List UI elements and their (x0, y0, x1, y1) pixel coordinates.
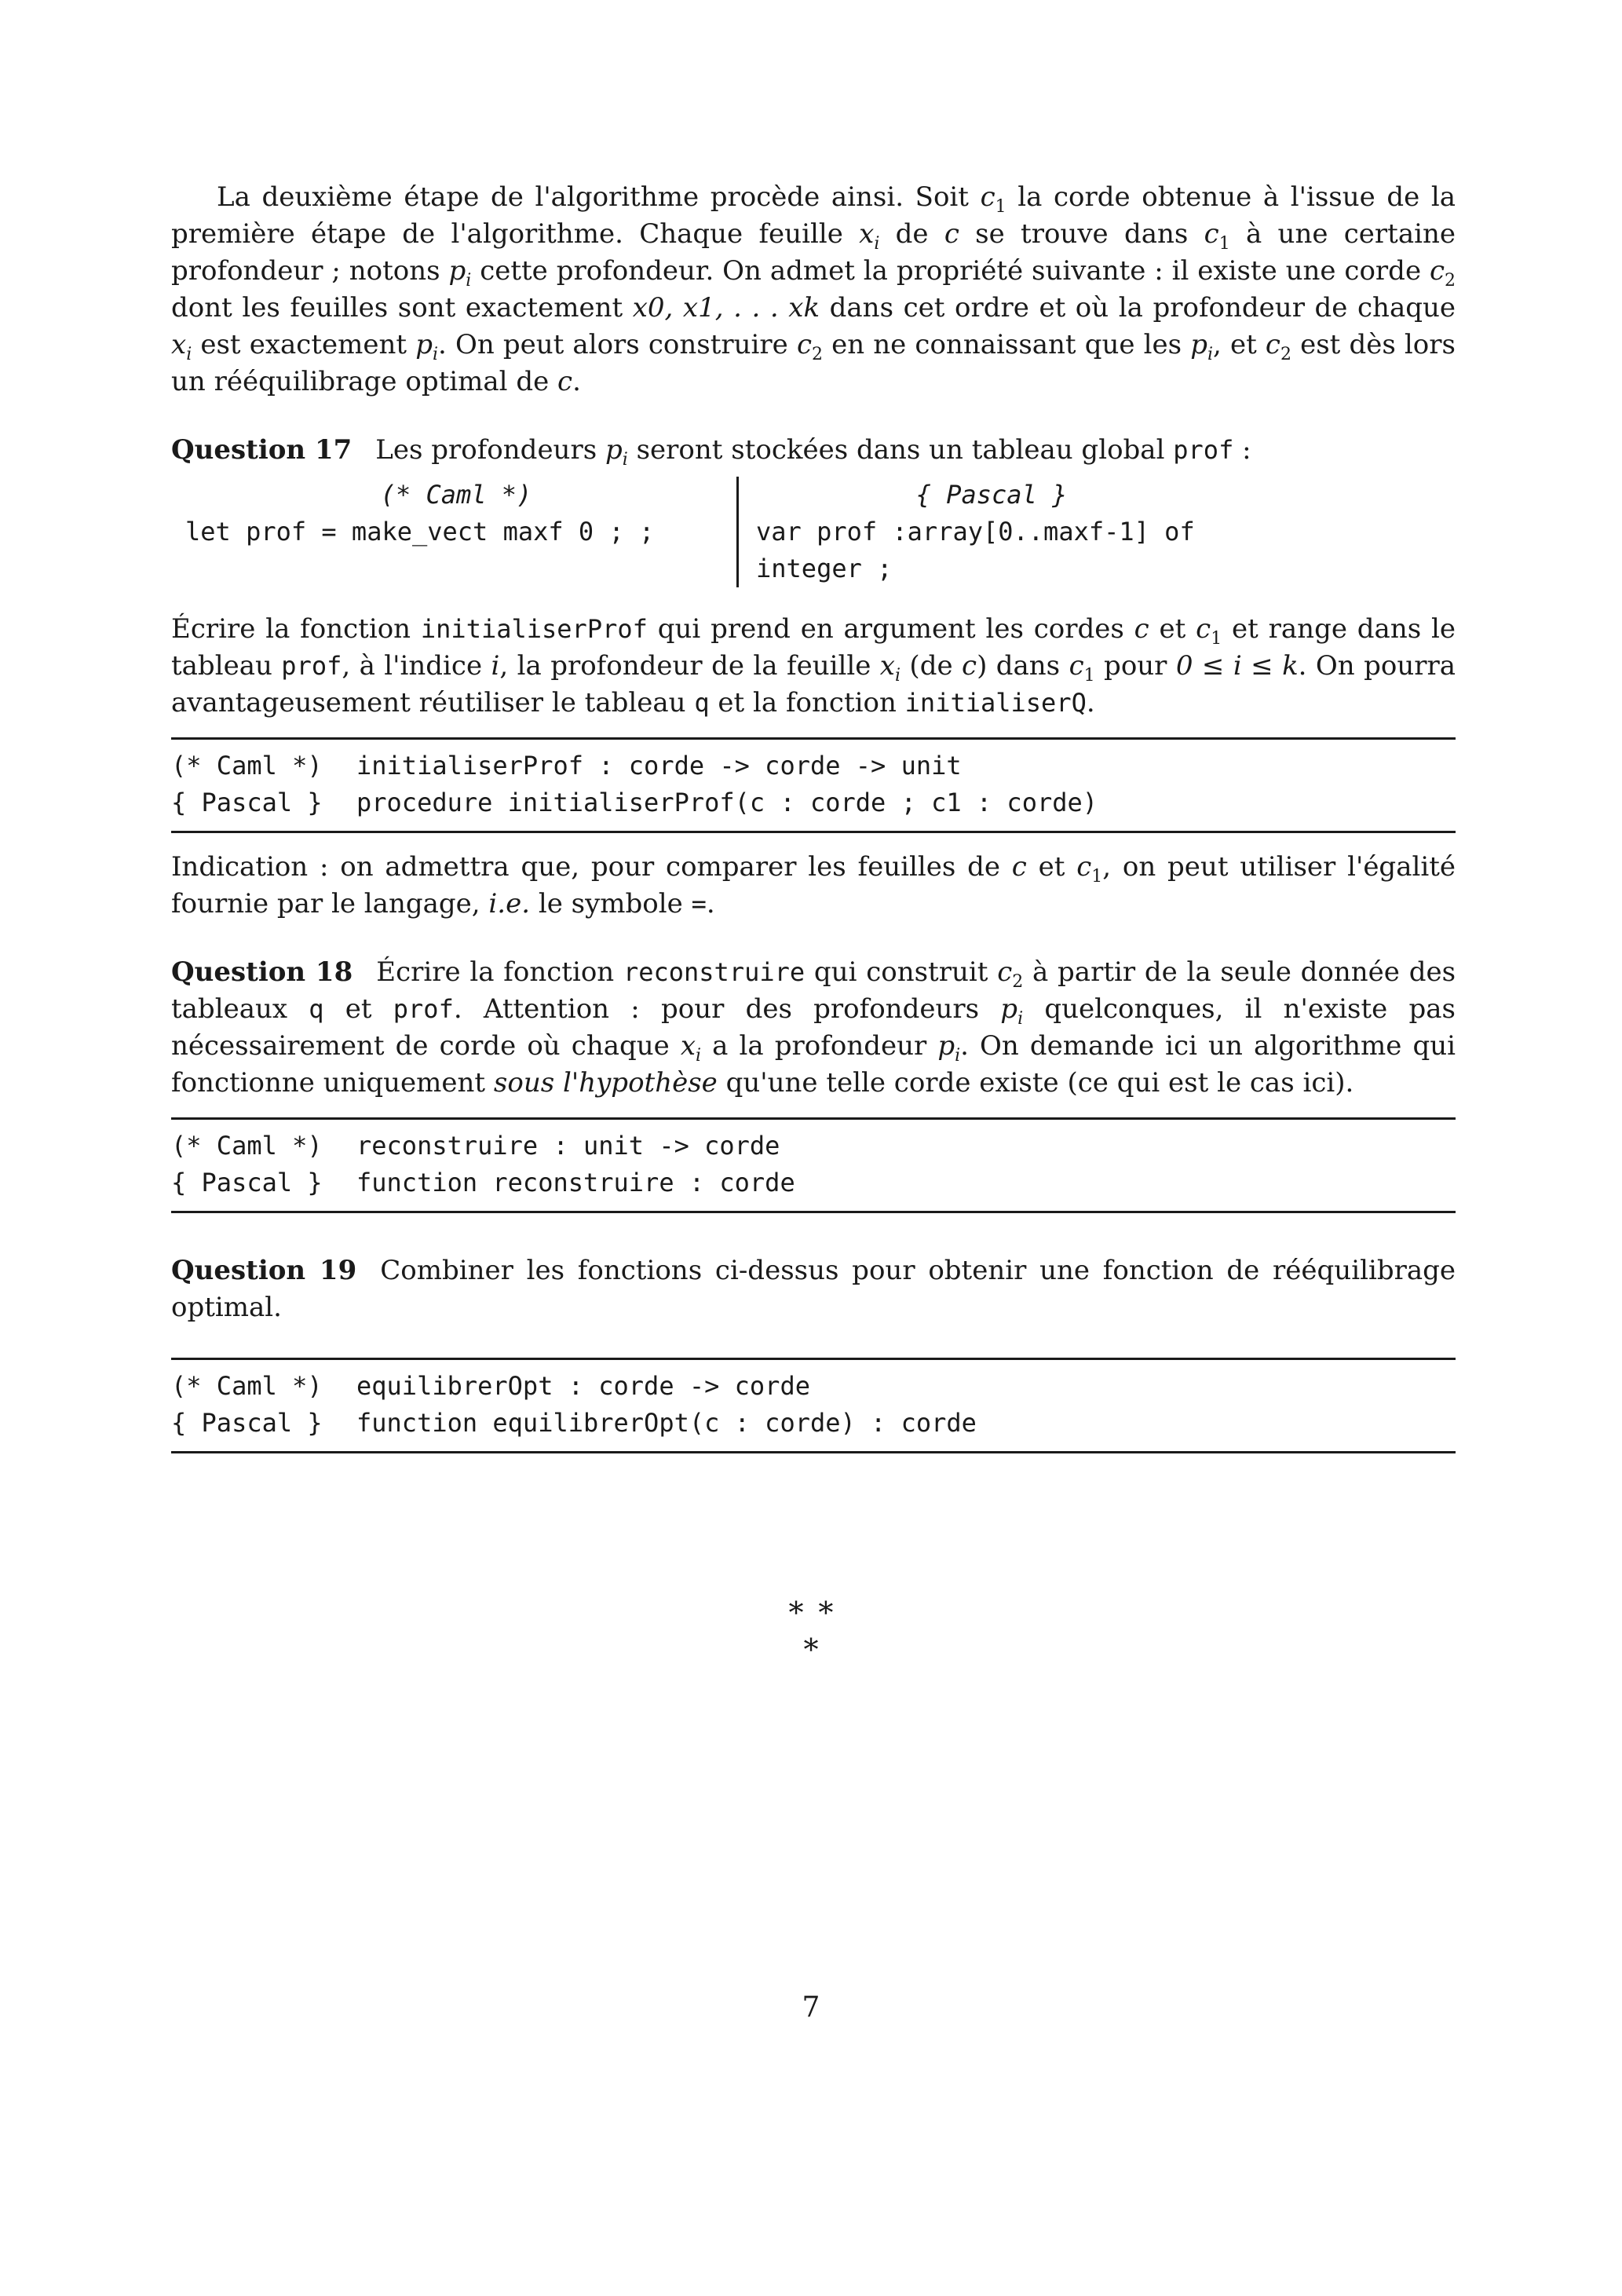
intro-paragraph: La deuxième étape de l'algorithme procède ainsi. Soit $c_1$ la corde obtenue à l'issue de la première étape de l'algorithme. Chaque feuille $x_i$ de c se trouve dans $c_1$ à une certaine profondeur ; notons $p_i$ cette profondeur. On admet la propriété suivante : il existe une corde $c_2$ dont les feuilles sont exactement x0, x1, . . . xk dans cet ordre et où la profondeur de chaque $x_i$ est exactement $p_i$. On peut alors construire $c_2$ en ne connaissant que les $p_i$, et $c_2$ est dès lors un rééquilibrage optimal de c. (171, 181, 1456, 397)
pascal-header: { Pascal } (915, 480, 1068, 510)
page-content (171, 179, 1456, 1453)
signature-caml: reconstruire : unit -> corde (356, 1131, 780, 1161)
caml-header: (* Caml *) (380, 480, 532, 510)
separator-stars-bottom: ∗ (801, 1626, 821, 1661)
question-19-label: Question 19 (171, 1255, 357, 1286)
signature-caml: initialiserProf : corde -> corde -> unit (356, 751, 962, 781)
signature-box-18: (* Caml *) reconstruire : unit -> corde { Pascal } function reconstruire : corde (171, 1117, 1456, 1213)
prof-declaration (171, 477, 1456, 587)
question-17: Question 17 Les profondeurs $p_i$ seront stockées dans un tableau global prof : (171, 434, 1251, 470)
signature-pascal: function reconstruire : corde (356, 1168, 795, 1197)
pascal-code-line-1: var prof :array[0..maxf-1] of (756, 517, 1195, 547)
pascal-column (736, 477, 1227, 587)
question-18-label: Question 18 (171, 956, 353, 988)
question-17-hint: Indication : on admettra que, pour comparer les feuilles de c et $c_1$, on peut utiliser l'égalité fournie par le langage, i.e. le symbole =. (171, 851, 1456, 919)
question-18: Question 18 Écrire la fonction reconstruire qui construit $c_2$ à partir de la seule donnée des tableaux q et prof. Attention : pour des profondeurs $p_i$ quelconques, il n'existe pas nécessairement de corde où chaque $x_i$ a la profondeur $p_i$. On demande ici un algorithme qui fonctionne uniquement sous l'hypothèse qu'une telle corde existe (ce qui est le cas ici). (171, 956, 1456, 1099)
question-19: Question 19 Combiner les fonctions ci-dessus pour obtenir une fonction de rééquilibrage optimal. (171, 1255, 1456, 1323)
signature-caml: equilibrerOpt : corde -> corde (356, 1371, 810, 1401)
signature-box-17: (* Caml *) initialiserProf : corde -> corde -> unit { Pascal } procedure initialiserProf(c : corde ; c1 : corde) (171, 737, 1456, 833)
caml-code: let prof = make_vect maxf 0 ; ; (185, 517, 655, 547)
page-number: 7 (802, 1991, 820, 2024)
caml-column (171, 477, 736, 587)
question-17-description: Écrire la fonction initialiserProf qui prend en argument les cordes c et $c_1$ et range dans le tableau prof, à l'indice i, la profondeur de la feuille $x_i$ (de c) dans $c_1$ pour 0 ≤ i ≤ k. On pourra avantageusement réutiliser le tableau q et la fonction initialiserQ. (171, 613, 1456, 718)
question-17-label: Question 17 (171, 434, 353, 466)
separator-stars-top: ∗ ∗ (786, 1589, 836, 1624)
pascal-code-line-2: integer ; (756, 554, 893, 583)
signature-pascal: procedure initialiserProf(c : corde ; c1 : corde) (356, 788, 1098, 817)
signature-pascal: function equilibrerOpt(c : corde) : corde (356, 1408, 977, 1438)
signature-box-19: (* Caml *) equilibrerOpt : corde -> corde { Pascal } function equilibrerOpt(c : corde) : corde (171, 1358, 1456, 1453)
